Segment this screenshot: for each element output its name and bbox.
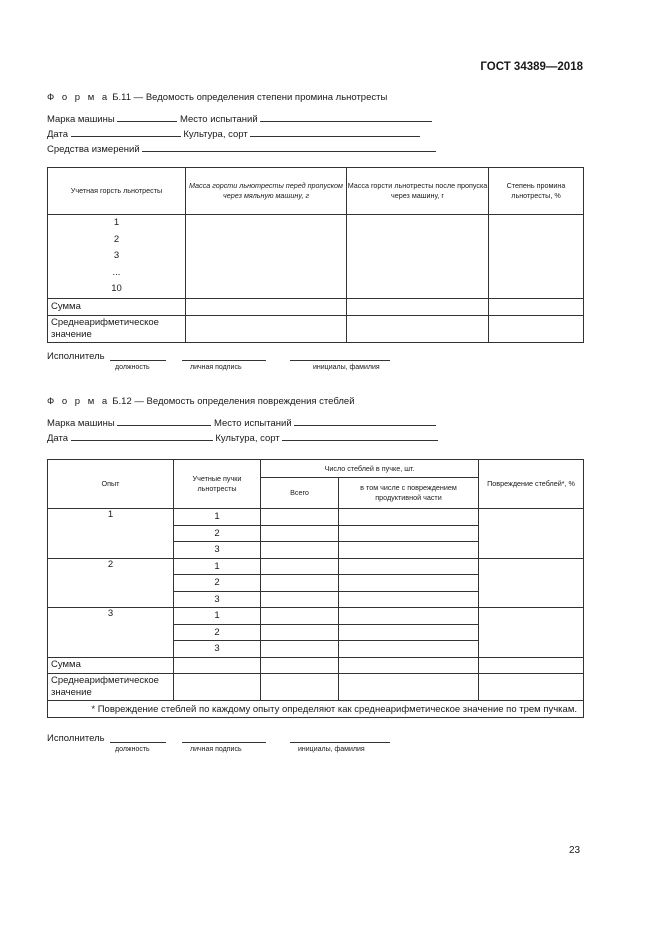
form11-machine-row <box>47 112 432 125</box>
form12-table <box>47 459 584 718</box>
crop-label: Культура, сорт <box>215 433 280 444</box>
machine-field[interactable] <box>117 112 177 122</box>
sum-cell[interactable] <box>479 657 584 674</box>
place-label: Место испытаний <box>179 114 258 125</box>
place-field[interactable] <box>294 416 436 426</box>
name-field[interactable] <box>290 360 390 361</box>
bundle-number: 1 <box>174 608 261 625</box>
caption-name: инициалы, фамилия <box>313 364 380 371</box>
bundle-number: 2 <box>174 575 261 592</box>
sum-cell[interactable] <box>186 298 347 315</box>
caption-position: должность <box>115 746 150 753</box>
average-cell[interactable] <box>261 674 339 701</box>
table-footnote: * Повреждение стеблей по каждому опыту определяют как среднеарифметическое значение по трем пучкам. <box>48 701 584 718</box>
average-cell[interactable] <box>186 315 347 342</box>
crop-field[interactable] <box>282 431 438 441</box>
bundle-number: 2 <box>174 624 261 641</box>
header-mass-after: Масса горсти льнотресты после пропуска через машину, г <box>347 168 489 215</box>
signature-field[interactable] <box>182 742 266 743</box>
average-label: Среднеарифметическое значение <box>48 315 186 342</box>
form11-signature-row <box>47 351 105 362</box>
average-cell[interactable] <box>339 674 479 701</box>
form11-means-row <box>47 142 436 155</box>
total-cell[interactable] <box>261 525 339 542</box>
form11-title-text: Б.11 — Ведомость определения степени промина льнотресты <box>109 92 388 103</box>
bundle-number: 3 <box>174 641 261 658</box>
caption-signature: личная подпись <box>190 746 242 753</box>
date-label: Дата <box>47 433 69 444</box>
mass-before-cell[interactable] <box>186 215 347 299</box>
total-cell[interactable] <box>261 591 339 608</box>
damaged-cell[interactable] <box>339 624 479 641</box>
average-cell[interactable] <box>479 674 584 701</box>
sum-cell[interactable] <box>339 657 479 674</box>
header-damage: Повреждение стеблей*, % <box>479 460 584 509</box>
average-cell[interactable] <box>347 315 489 342</box>
damaged-cell[interactable] <box>339 591 479 608</box>
bundle-number: 2 <box>113 233 120 245</box>
page-number: 23 <box>569 845 581 856</box>
total-cell[interactable] <box>261 641 339 658</box>
date-label: Дата <box>47 129 69 140</box>
place-label: Место испытаний <box>213 418 292 429</box>
total-cell[interactable] <box>261 575 339 592</box>
total-cell[interactable] <box>261 509 339 526</box>
sum-cell[interactable] <box>174 657 261 674</box>
machine-field[interactable] <box>117 416 211 426</box>
sum-cell[interactable] <box>261 657 339 674</box>
caption-position: должность <box>115 364 150 371</box>
total-cell[interactable] <box>261 624 339 641</box>
form12-signature-row <box>47 733 105 744</box>
form11-table <box>47 167 584 343</box>
form11-date-row <box>47 127 420 140</box>
means-field[interactable] <box>142 142 436 152</box>
trial-number: 1 <box>48 509 174 559</box>
signature-field[interactable] <box>182 360 266 361</box>
damaged-cell[interactable] <box>339 641 479 658</box>
caption-signature: личная подпись <box>190 364 242 371</box>
damaged-cell[interactable] <box>339 509 479 526</box>
total-cell[interactable] <box>261 542 339 559</box>
bundle-number: 1 <box>113 217 120 228</box>
header-trial: Опыт <box>48 460 174 509</box>
bundle-number: 1 <box>174 509 261 526</box>
bundle-number: 1 <box>174 558 261 575</box>
date-field[interactable] <box>71 431 213 441</box>
header-bundle: Учетная горсть льнотресты <box>48 168 186 215</box>
trial-number: 2 <box>48 558 174 608</box>
sum-cell[interactable] <box>489 298 584 315</box>
damage-cell[interactable] <box>479 608 584 658</box>
form11-title <box>47 92 387 103</box>
damage-cell[interactable] <box>479 558 584 608</box>
form12-title <box>47 396 355 407</box>
average-cell[interactable] <box>489 315 584 342</box>
bundle-number: 10 <box>111 283 122 295</box>
caption-name: инициалы, фамилия <box>298 746 365 753</box>
position-field[interactable] <box>110 742 166 743</box>
header-mass-before: Масса горсти льнотресты перед пропуском через мяльную машину, г <box>186 168 347 215</box>
header-damaged: в том числе с повреждением продуктивной части <box>339 478 479 509</box>
degree-cell[interactable] <box>489 215 584 299</box>
bundle-numbers-cell <box>48 215 186 299</box>
average-cell[interactable] <box>174 674 261 701</box>
executor-label: Исполнитель <box>47 733 105 744</box>
damaged-cell[interactable] <box>339 542 479 559</box>
position-field[interactable] <box>110 360 166 361</box>
bundle-number: 2 <box>174 525 261 542</box>
damage-cell[interactable] <box>479 509 584 559</box>
place-field[interactable] <box>260 112 432 122</box>
form12-prefix: Ф о р м а <box>47 396 110 407</box>
form11-prefix: Ф о р м а <box>47 92 110 103</box>
header-total: Всего <box>261 478 339 509</box>
bundle-number: 3 <box>174 591 261 608</box>
bundle-number: 3 <box>174 542 261 559</box>
sum-label: Сумма <box>48 657 174 674</box>
header-bundles: Учетные пучки льнотресты <box>174 460 261 509</box>
total-cell[interactable] <box>261 608 339 625</box>
machine-label: Марка машины <box>47 114 115 125</box>
average-label: Среднеарифметическое значение <box>48 674 174 701</box>
mass-after-cell[interactable] <box>347 215 489 299</box>
standard-number: ГОСТ 34389—2018 <box>480 61 583 73</box>
damaged-cell[interactable] <box>339 608 479 625</box>
sum-cell[interactable] <box>347 298 489 315</box>
form12-date-row <box>47 431 438 444</box>
sum-label: Сумма <box>48 298 186 315</box>
machine-label: Марка машины <box>47 418 115 429</box>
date-field[interactable] <box>71 127 181 137</box>
bundle-number: ... <box>112 266 121 278</box>
executor-label: Исполнитель <box>47 351 105 362</box>
means-label: Средства измерений <box>47 144 140 155</box>
damaged-cell[interactable] <box>339 525 479 542</box>
name-field[interactable] <box>290 742 390 743</box>
trial-number: 3 <box>48 608 174 658</box>
crop-field[interactable] <box>250 127 420 137</box>
form12-machine-row <box>47 416 436 429</box>
damaged-cell[interactable] <box>339 558 479 575</box>
bundle-number: 3 <box>113 250 120 262</box>
damaged-cell[interactable] <box>339 575 479 592</box>
crop-label: Культура, сорт <box>183 129 248 140</box>
header-degree: Степень промина льнотресты, % <box>489 168 584 215</box>
header-count-group: Число стеблей в пучке, шт. <box>261 460 479 478</box>
total-cell[interactable] <box>261 558 339 575</box>
form12-title-text: Б.12 — Ведомость определения повреждения стеблей <box>109 396 355 407</box>
